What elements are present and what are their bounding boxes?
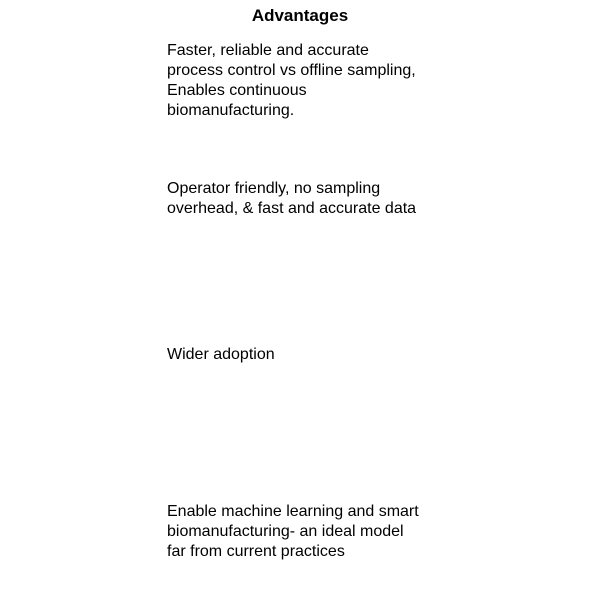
- advantage-line: Faster, reliable and accurate: [167, 42, 369, 59]
- advantage-line: overhead, & fast and accurate data: [167, 200, 417, 217]
- advantage-line: biomanufacturing.: [167, 102, 295, 119]
- advantage-item-3: [167, 345, 457, 365]
- advantage-line: process control vs offline sampling,: [167, 62, 416, 79]
- advantage-line: biomanufacturing- an ideal model: [167, 523, 404, 540]
- advantage-item-1: [167, 41, 457, 121]
- section-heading: Advantages: [251, 6, 349, 25]
- advantage-line: Enable machine learning and smart: [167, 503, 419, 520]
- advantage-line: Enables continuous: [167, 82, 307, 99]
- advantage-item-4: [167, 502, 457, 562]
- advantage-line: far from current practices: [167, 543, 345, 560]
- advantage-line: Wider adoption: [167, 346, 275, 363]
- advantage-line: Operator friendly, no sampling: [167, 180, 381, 197]
- advantage-item-2: [167, 179, 457, 219]
